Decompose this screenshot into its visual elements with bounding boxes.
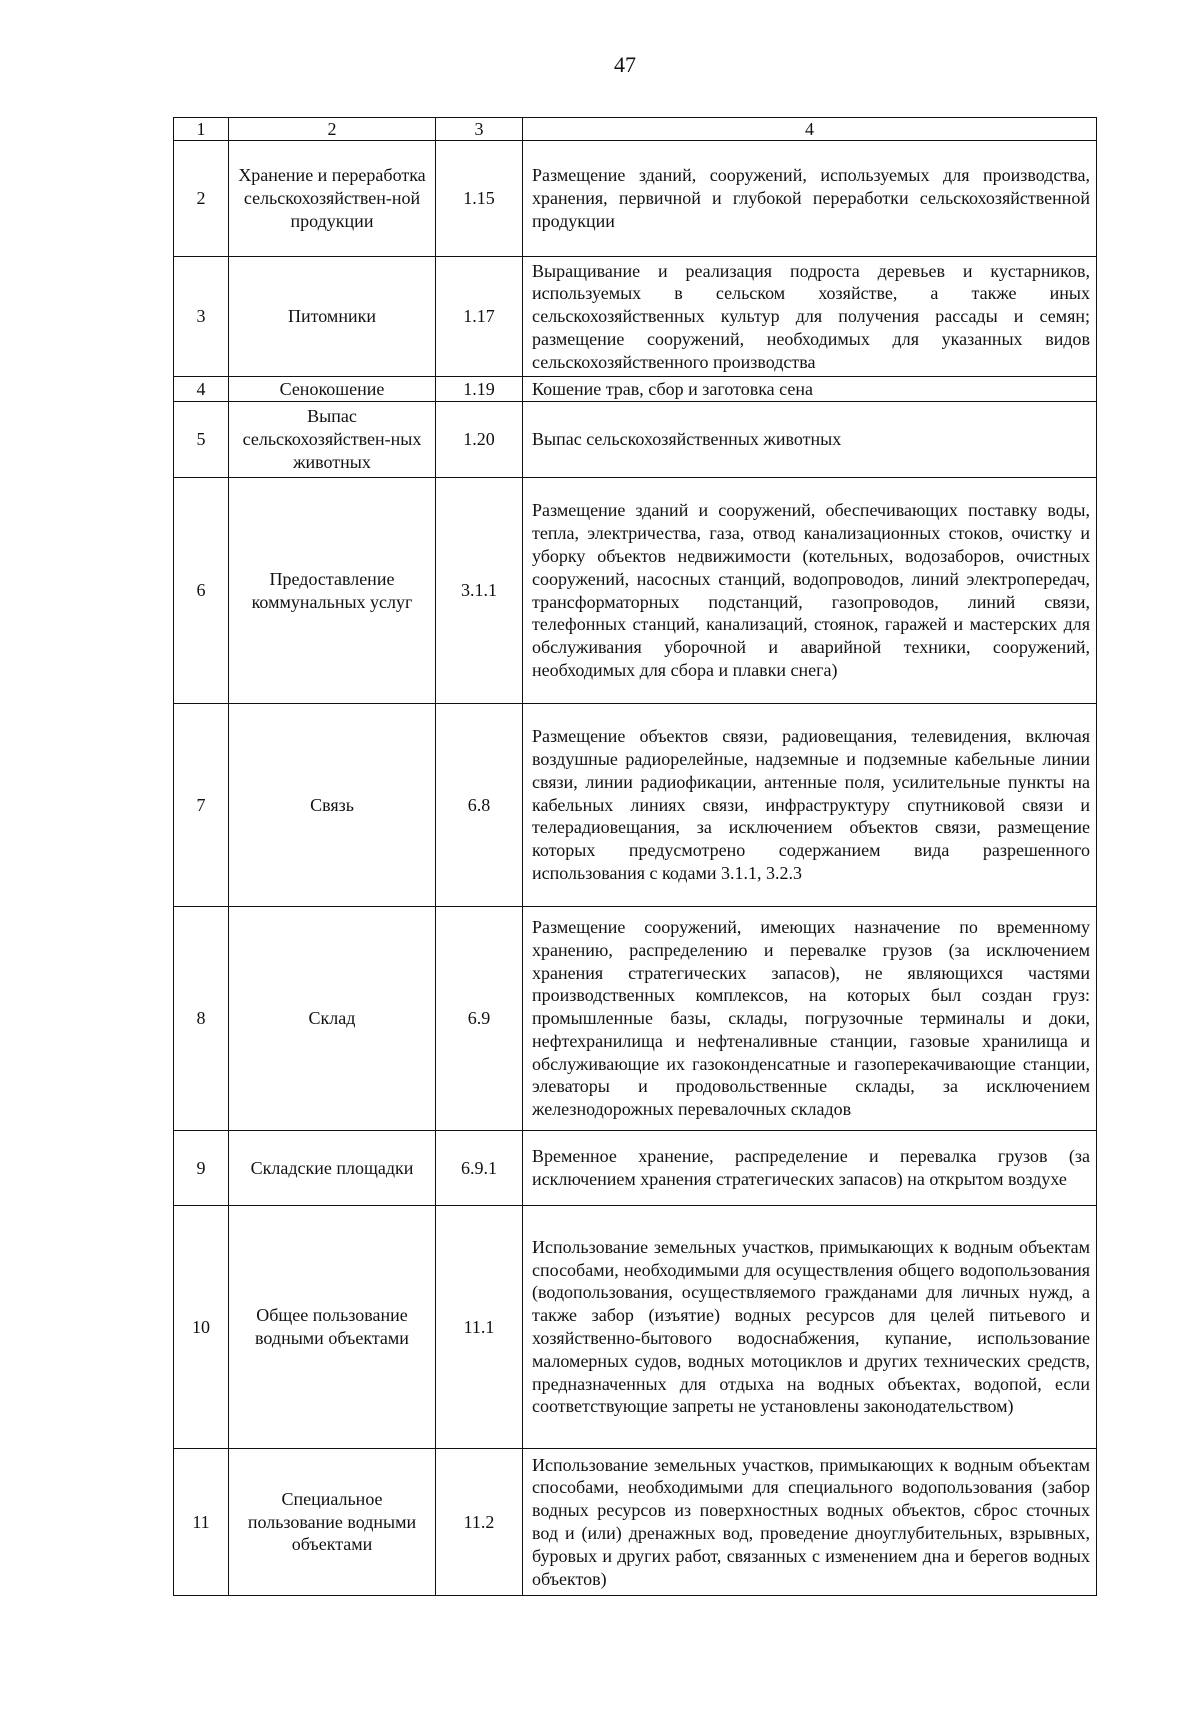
land-use-code: 1.17 (436, 257, 523, 377)
land-use-name: Специальное пользование водными объектами (229, 1449, 436, 1596)
land-use-code: 11.2 (436, 1449, 523, 1596)
table-row (174, 1206, 1097, 1449)
table-row (174, 1449, 1097, 1596)
row-number: 11 (174, 1449, 229, 1596)
row-number: 4 (174, 377, 229, 402)
table-row (174, 704, 1097, 907)
land-use-description: Выпас сельскохозяйственных животных (523, 402, 1097, 478)
land-use-code: 11.1 (436, 1206, 523, 1449)
land-use-name: Складские площадки (229, 1131, 436, 1206)
land-use-name: Предоставление коммунальных услуг (229, 478, 436, 704)
header-cell-2: 2 (229, 118, 436, 141)
table-row (174, 478, 1097, 704)
table-row (174, 377, 1097, 402)
land-use-description: Размещение зданий, сооружений, используемых для производства, хранения, первичной и глубокой переработки сельскохозяйственной продукции (523, 141, 1097, 257)
row-number: 3 (174, 257, 229, 377)
row-number: 2 (174, 141, 229, 257)
row-number: 10 (174, 1206, 229, 1449)
land-use-code: 1.15 (436, 141, 523, 257)
land-use-code: 6.9 (436, 907, 523, 1131)
land-use-description: Размещение объектов связи, радиовещания, телевидения, включая воздушные радиорелейные, надземные и подземные кабельные линии связи, линии радиофикации, антенные поля, усилительные пункты на кабельных линиях связи, инфраструктуру спутниковой связи и телерадиовещания, за исключением объектов связи, размещение которых предусмотрено содержанием вида разрешенного использования с кодами 3.1.1, 3.2.3 (523, 704, 1097, 907)
land-use-description: Использование земельных участков, примыкающих к водным объектам способами, необходимыми для осуществления общего водопользования (водопользования, осуществляемого гражданами для личных нужд, а также забор (изъятие) водных ресурсов для целей питьевого и хозяйственно-бытового водоснабжения, купание, использование маломерных судов, водных мотоциклов и других технических средств, предназначенных для отдыха на водных объектах, водопой, если соответствующие запреты не установлены законодательством) (523, 1206, 1097, 1449)
land-use-description: Кошение трав, сбор и заготовка сена (523, 377, 1097, 402)
row-number: 5 (174, 402, 229, 478)
table-row (174, 1131, 1097, 1206)
land-use-code: 3.1.1 (436, 478, 523, 704)
land-use-description: Временное хранение, распределение и перевалка грузов (за исключением хранения стратегических запасов) на открытом воздухе (523, 1131, 1097, 1206)
header-cell-1: 1 (174, 118, 229, 141)
land-use-name: Сенокошение (229, 377, 436, 402)
table-header-row (174, 118, 1097, 141)
land-use-name: Связь (229, 704, 436, 907)
land-use-description: Использование земельных участков, примыкающих к водным объектам способами, необходимыми для специального водопользования (забор водных ресурсов из поверхностных водных объектов, сброс сточных вод и (или) дренажных вод, проведение дноуглубительных, взрывных, буровых и других работ, связанных с изменением дна и берегов водных объектов) (523, 1449, 1097, 1596)
land-use-code: 1.20 (436, 402, 523, 478)
land-use-code: 6.8 (436, 704, 523, 907)
table-row (174, 907, 1097, 1131)
land-use-description: Выращивание и реализация подроста деревьев и кустарников, используемых в сельском хозяйстве, а также иных сельскохозяйственных культур для получения рассады и семян; размещение сооружений, необходимых для указанных видов сельскохозяйственного производства (523, 257, 1097, 377)
row-number: 8 (174, 907, 229, 1131)
page-number: 47 (614, 52, 636, 77)
land-use-name: Питомники (229, 257, 436, 377)
table-row (174, 141, 1097, 257)
land-use-table (173, 117, 1097, 1596)
land-use-name: Склад (229, 907, 436, 1131)
row-number: 7 (174, 704, 229, 907)
header-cell-4: 4 (523, 118, 1097, 141)
land-use-description: Размещение зданий и сооружений, обеспечивающих поставку воды, тепла, электричества, газа, отвод канализационных стоков, очистку и уборку объектов недвижимости (котельных, водозаборов, очистных сооружений, насосных станций, водопроводов, линий электропередач, трансформаторных подстанций, газопроводов, линий связи, телефонных станций, канализаций, стоянок, гаражей и мастерских для обслуживания уборочной и аварийной техники, сооружений, необходимых для сбора и плавки снега) (523, 478, 1097, 704)
row-number: 6 (174, 478, 229, 704)
table-row (174, 257, 1097, 377)
header-cell-3: 3 (436, 118, 523, 141)
table-row (174, 402, 1097, 478)
land-use-name: Общее пользование водными объектами (229, 1206, 436, 1449)
land-use-description: Размещение сооружений, имеющих назначение по временному хранению, распределению и перевалке грузов (за исключением хранения стратегических запасов), не являющихся частями производственных комплексов, на которых был создан груз: промышленные базы, склады, погрузочные терминалы и доки, нефтехранилища и нефтеналивные станции, газовые хранилища и обслуживающие их газоконденсатные и газоперекачивающие станции, элеваторы и продовольственные склады, за исключением железнодорожных перевалочных складов (523, 907, 1097, 1131)
land-use-code: 1.19 (436, 377, 523, 402)
land-use-name: Хранение и переработка сельскохозяйствен-ной продукции (229, 141, 436, 257)
land-use-name: Выпас сельскохозяйствен-ных животных (229, 402, 436, 478)
land-use-code: 6.9.1 (436, 1131, 523, 1206)
row-number: 9 (174, 1131, 229, 1206)
